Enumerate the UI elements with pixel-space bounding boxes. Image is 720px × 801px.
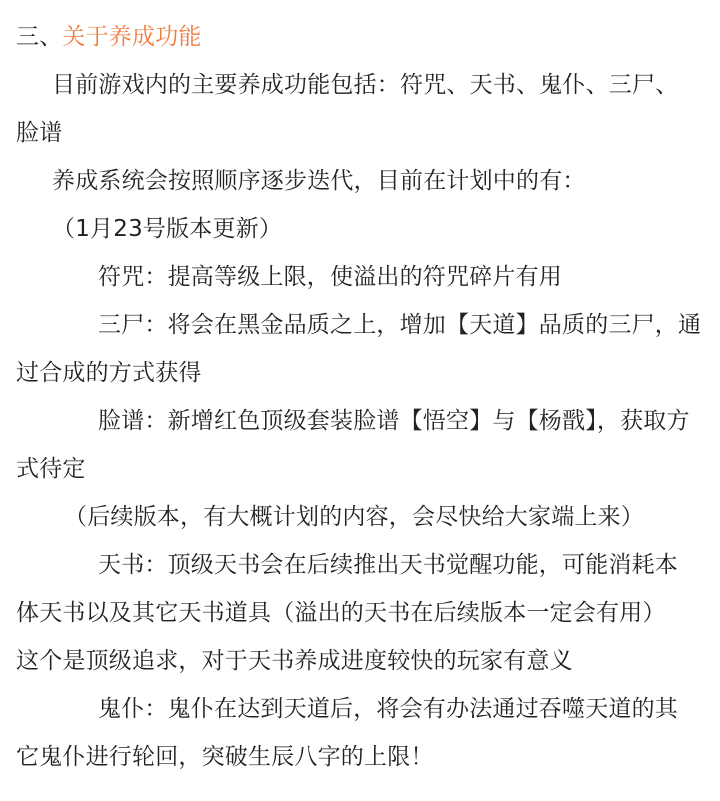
section-title: 关于养成功能 <box>62 24 202 50</box>
paragraph-line: 它鬼仆进行轮回，突破生辰八字的上限！ <box>16 744 434 770</box>
version-note: （1月23号版本更新） <box>52 216 283 242</box>
paragraph-line: 目前游戏内的主要养成功能包括：符咒、天书、鬼仆、三尸、 <box>52 72 679 98</box>
paragraph-line: 式待定 <box>16 456 86 482</box>
paragraph-line: 鬼仆：鬼仆在达到天道后，将会有办法通过吞噬天道的其 <box>98 696 678 722</box>
paragraph-line: 三尸：将会在黑金品质之上，增加【天道】品质的三尸，通 <box>98 312 702 338</box>
paragraph-line: 养成系统会按照顺序逐步迭代，目前在计划中的有： <box>52 168 586 194</box>
paragraph-line: 体天书以及其它天书道具（溢出的天书在后续版本一定会有用） <box>16 600 666 626</box>
version-note: （后续版本，有大概计划的内容，会尽快给大家端上来） <box>64 504 644 530</box>
paragraph-line: 脸谱：新增红色顶级套装脸谱【悟空】与【杨戬】，获取方 <box>98 408 690 434</box>
section-number: 三、 <box>16 24 63 50</box>
section-heading <box>16 22 202 52</box>
paragraph-line: 过合成的方式获得 <box>16 360 202 386</box>
paragraph-line: 天书：顶级天书会在后续推出天书觉醒功能，可能消耗本 <box>98 552 678 578</box>
paragraph-line: 符咒：提高等级上限，使溢出的符咒碎片有用 <box>98 264 562 290</box>
paragraph-line: 这个是顶级追求，对于天书养成进度较快的玩家有意义 <box>16 648 573 674</box>
paragraph-line: 脸谱 <box>16 120 63 146</box>
